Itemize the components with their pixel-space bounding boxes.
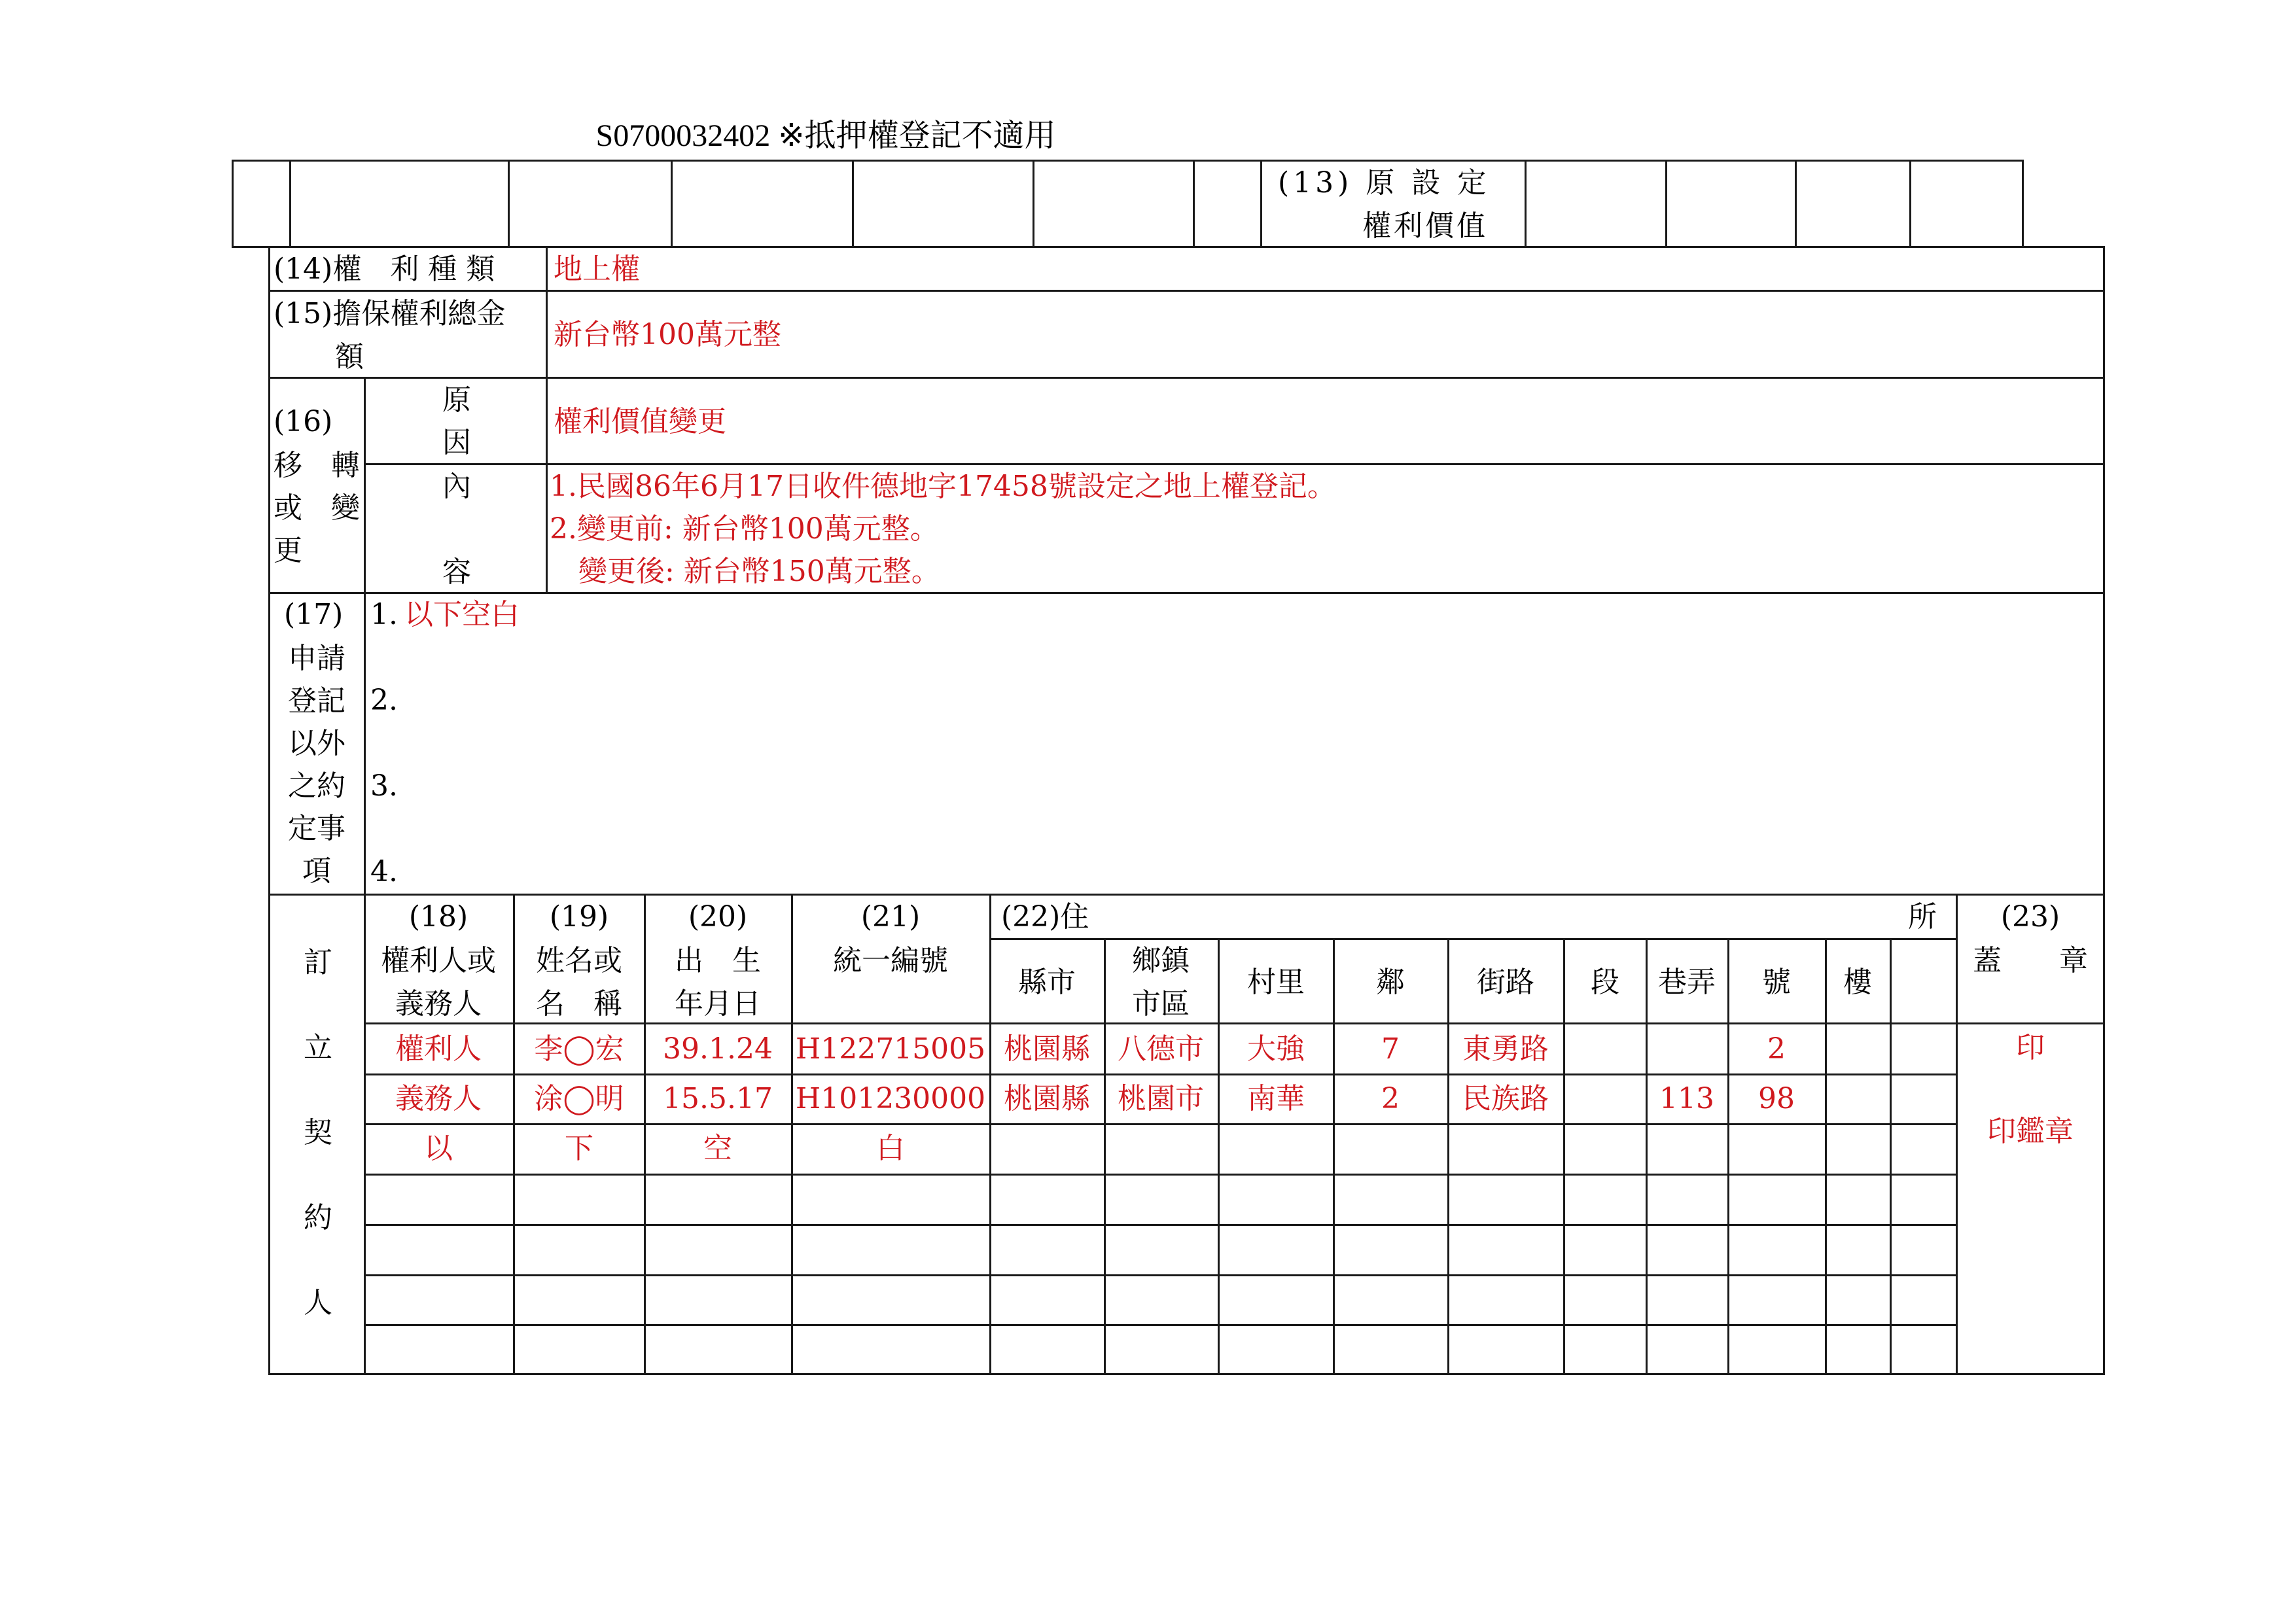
- p2-role: 義務人: [395, 1082, 482, 1115]
- p2-name: 涂◯明: [534, 1082, 624, 1115]
- row16-reason-char2: 因: [442, 426, 471, 459]
- header-18-num: (18): [408, 900, 468, 934]
- row16-reason-value: 權利價值變更: [554, 405, 726, 438]
- header-21-num: (21): [860, 900, 921, 934]
- row16-num: (16): [274, 405, 333, 438]
- row16-side-2: 或 變: [274, 491, 360, 525]
- p1-id: H122715005: [795, 1032, 986, 1066]
- p1-birth: 39.1.24: [663, 1032, 773, 1066]
- header-22-right: 所: [1908, 900, 1937, 934]
- header-23-num: (23): [2000, 900, 2060, 934]
- p1-number: 2: [1767, 1032, 1786, 1066]
- row15-label: (15)擔保權利總金: [274, 297, 506, 330]
- row15-value: 新台幣100萬元整: [554, 318, 781, 351]
- row14-value: 地上權: [554, 253, 640, 286]
- p2-id: H101230000: [795, 1082, 986, 1115]
- row15-label-2: 額: [335, 340, 364, 374]
- sub-lane: 巷弄: [1658, 966, 1716, 999]
- header-23-l1: 蓋 章: [1973, 944, 2088, 977]
- sub-town-l2: 市區: [1132, 987, 1190, 1021]
- row16-side-3: 更: [274, 534, 302, 567]
- row16-reason-char1: 原: [442, 383, 471, 417]
- row17-label-2: 登記: [288, 684, 345, 718]
- header-18-l1: 權利人或: [381, 944, 496, 977]
- header-20-num: (20): [688, 900, 748, 934]
- row17-num: (17): [284, 598, 344, 631]
- row17-label-4: 之約: [288, 769, 345, 803]
- p2-county: 桃園縣: [1004, 1082, 1090, 1115]
- parties-side-2: 立: [304, 1031, 332, 1064]
- row17-item-1-num: 1.: [370, 598, 398, 631]
- p1-role: 權利人: [395, 1032, 482, 1066]
- row16-content-char1: 內: [442, 470, 471, 503]
- p1-county: 桃園縣: [1004, 1032, 1090, 1066]
- sub-floor: 樓: [1843, 966, 1872, 999]
- row16-content-line-2: 2.變更前: 新台幣100萬元整。: [550, 512, 939, 546]
- p2-birth: 15.5.17: [663, 1082, 773, 1115]
- row17-item-4-num: 4.: [370, 855, 398, 888]
- row17-item-2-num: 2.: [370, 684, 398, 717]
- p1-street: 東勇路: [1462, 1032, 1549, 1066]
- p3-name: 下: [565, 1132, 593, 1165]
- p3-id: 白: [876, 1132, 905, 1165]
- parties-side-1: 訂: [304, 946, 332, 979]
- p1-name: 李◯宏: [534, 1032, 624, 1066]
- parties-side-3: 契: [304, 1116, 332, 1149]
- p2-street: 民族路: [1462, 1082, 1549, 1115]
- row17-item-3-num: 3.: [370, 769, 398, 803]
- sub-number: 號: [1762, 966, 1791, 999]
- page-title: S0700032402 ※抵押權登記不適用: [595, 118, 1056, 153]
- row16-side-1: 移 轉: [274, 449, 360, 482]
- sub-county: 縣市: [1018, 966, 1076, 999]
- header-20-l1: 出 生: [675, 944, 761, 977]
- row14-label: (14)權 利 種 類: [274, 253, 495, 286]
- sub-section: 段: [1591, 966, 1619, 999]
- row13-label-2: 權利價值: [1362, 209, 1488, 243]
- p2-number: 98: [1758, 1082, 1795, 1115]
- p2-town: 桃園市: [1118, 1082, 1204, 1115]
- row17-label-5: 定事: [288, 812, 345, 845]
- parties-side-4: 約: [304, 1201, 332, 1234]
- p2-neighbor: 2: [1381, 1082, 1400, 1115]
- p1-town: 八德市: [1118, 1032, 1204, 1066]
- sub-neighbor: 鄰: [1376, 966, 1405, 999]
- p2-lane: 113: [1659, 1082, 1714, 1115]
- parties-side-5: 人: [304, 1286, 332, 1319]
- sub-street: 街路: [1477, 966, 1534, 999]
- row16-content-line-1: 1.民國86年6月17日收件德地字17458號設定之地上權登記。: [550, 470, 1336, 503]
- header-22-label: (22)住: [1001, 900, 1089, 934]
- row17-label-6: 項: [302, 854, 331, 888]
- row17-label-1: 申請: [288, 642, 345, 675]
- p1-neighbor: 7: [1381, 1032, 1400, 1066]
- row16-content-line-3: 變更後: 新台幣150萬元整。: [550, 555, 940, 588]
- row16-content-char2: 容: [442, 555, 471, 589]
- header-19-l2: 名 稱: [536, 987, 622, 1021]
- header-19-num: (19): [549, 900, 609, 934]
- p1-village: 大強: [1247, 1032, 1305, 1066]
- p3-birth: 空: [703, 1132, 732, 1165]
- row17-item-1-text: 以下空白: [404, 598, 520, 631]
- header-19-l1: 姓名或: [536, 944, 622, 977]
- header-21-l1: 統一編號: [833, 944, 948, 977]
- row17-label-3: 以外: [288, 727, 345, 760]
- seal-registered-mark: 印鑑章: [1987, 1115, 2074, 1148]
- row13-label: (13) 原 設 定: [1278, 166, 1491, 200]
- sub-town-l1: 鄉鎮: [1132, 944, 1190, 977]
- header-20-l2: 年月日: [675, 987, 761, 1021]
- p3-role: 以: [424, 1132, 453, 1165]
- sub-village: 村里: [1247, 966, 1305, 999]
- p2-village: 南華: [1247, 1082, 1305, 1115]
- header-18-l2: 義務人: [395, 987, 482, 1021]
- seal-mark: 印: [2016, 1031, 2045, 1064]
